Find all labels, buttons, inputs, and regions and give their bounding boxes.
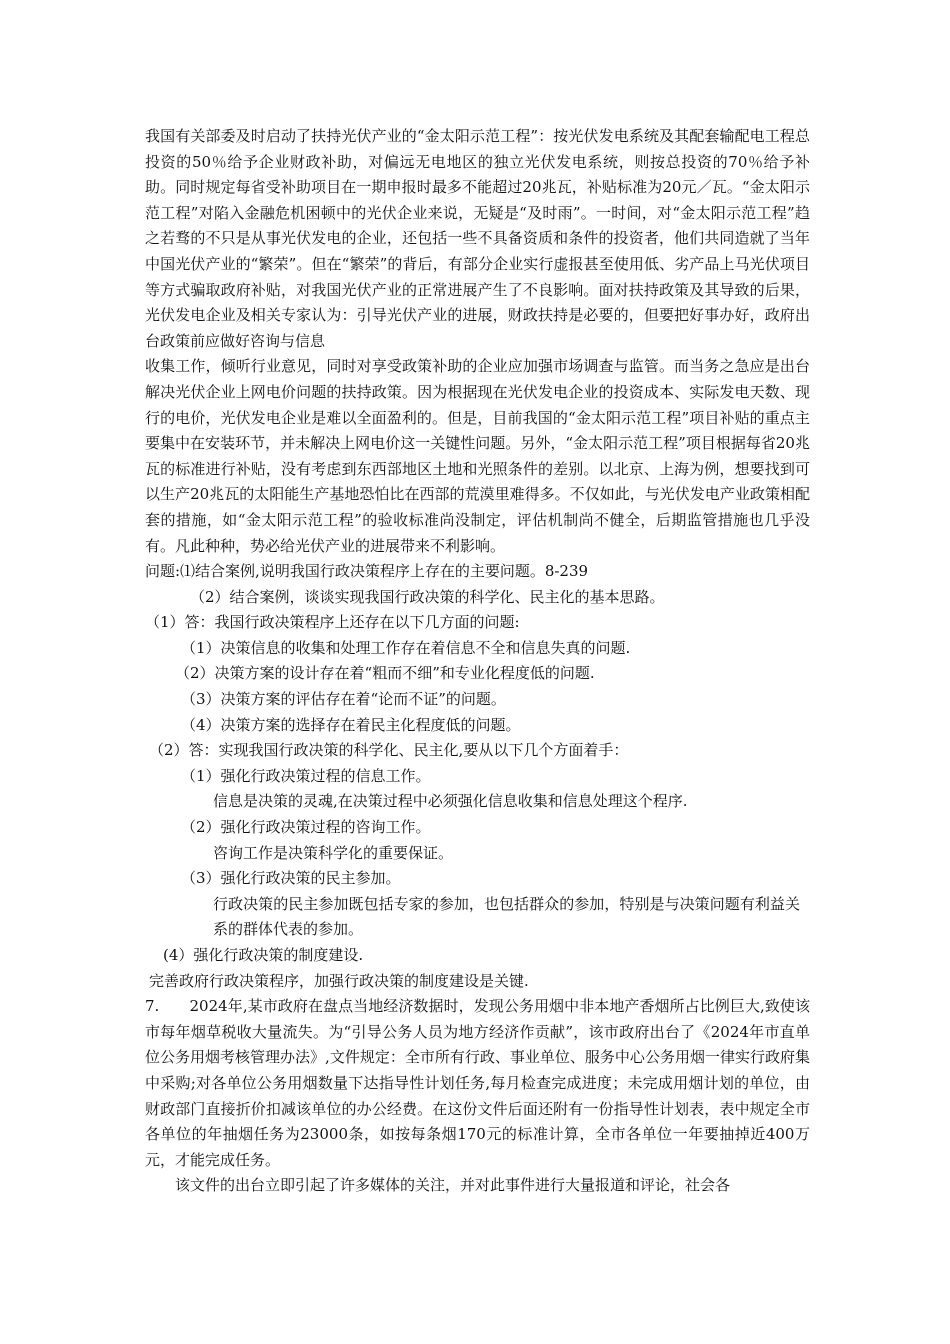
case-7-paragraph-2: 该文件的出台立即引起了许多媒体的关注，并对此事件进行大量报道和评论，社会各 xyxy=(175,1176,731,1195)
case-paragraph-1: 我国有关部委及时启动了扶持光伏产业的“金太阳示范工程”：按光伏发电系统及其配套输配电工程总投资的50％给予企业财政补助，对偏远无电地区的独立光伏发电系统，则按总投资的70％给予补助。同时规定每省受补助项目在一期申报时最多不能超过20兆瓦，补贴标准为20元／瓦。“金太阳示范工程”对陷入金融危机困顿中的光伏企业来说，无疑是“及时雨”。一时间，对“金太阳示范工程”趋之若骛的不只是从事光伏发电的企业，还包括一些不具备资质和条件的投资者，他们共同造就了当年中国光伏产业的“繁荣”。但在“繁荣”的背后，有部分企业实行虚报甚至使用低、劣产品上马光伏项目等方式骗取政府补贴，对我国光伏产业的正常进展产生了不良影响。面对扶持政策及其导致的后果，光伏发电企业及相关专家认为：引导光伏产业的进展，财政扶持是必要的，但要把好事办好，政府出台政策前应做好咨询与信息 xyxy=(145,127,810,350)
answer-1-item: （4）决策方案的选择存在着民主化程度低的问题。 xyxy=(181,715,521,734)
document-page xyxy=(145,124,810,1199)
answer-2-heading-3: （3）强化行政决策的民主参加。 xyxy=(181,869,401,888)
answer-2-heading-2: （2）强化行政决策过程的咨询工作。 xyxy=(181,818,431,837)
answer-2-intro: （2）答：实现我国行政决策的科学化、民主化,要从以下几个方面着手： xyxy=(149,741,629,760)
case-paragraph-2: 收集工作，倾听行业意见，同时对享受政策补助的企业应加强市场调查与监管。而当务之急应是出台解决光伏企业上网电价问题的扶持政策。因为根据现在光伏发电企业的投资成本、实际发电天数、现行的电价，光伏发电企业是难以全面盈利的。但是，目前我国的“金太阳示范工程”项目补贴的重点主要集中在安装环节，并未解决上网电价这一关键性问题。另外，“金太阳示范工程”项目根据每省20兆瓦的标准进行补贴，没有考虑到东西部地区土地和光照条件的差别。以北京、上海为例，想要找到可以生产20兆瓦的太阳能生产基地恐怕比在西部的荒漠里难得多。不仅如此，与光伏发电产业政策相配套的措施，如“金太阳示范工程”的验收标准尚没制定，评估机制尚不健全，后期监管措施也几乎没有。凡此种种，势必给光伏产业的进展带来不利影响。 xyxy=(145,357,810,555)
question-2: （2）结合案例，谈谈实现我国行政决策的科学化、民主化的基本思路。 xyxy=(190,587,665,606)
answer-1-intro: （1）答：我国行政决策程序上还存在以下几方面的问题: xyxy=(145,613,520,632)
answer-1-item: （2）决策方案的设计存在着“粗而不细”和专业化程度低的问题. xyxy=(175,664,595,683)
answer-2-detail-4: 完善政府行政决策程序，加强行政决策的制度建设是关键. xyxy=(149,971,529,990)
answer-1-item: （3）决策方案的评估存在着“论而不证”的问题。 xyxy=(181,690,506,709)
answer-2-heading-1: （1）强化行政决策过程的信息工作。 xyxy=(181,766,431,785)
answer-1-item: （1）决策信息的收集和处理工作存在着信息不全和信息失真的问题. xyxy=(181,638,631,657)
answer-2-detail-3: 行政决策的民主参加既包括专家的参加，也包括群众的参加，特别是与决策问题有利益关系的群体代表的参加。 xyxy=(213,894,800,939)
question-1: 问题:⑴结合案例,说明我国行政决策程序上存在的主要问题。8-239 xyxy=(145,562,589,581)
answer-2-detail-1: 信息是决策的灵魂,在决策过程中必须强化信息收集和信息处理这个程序. xyxy=(213,792,688,811)
answer-2-detail-2: 咨询工作是决策科学化的重要保证。 xyxy=(213,843,454,862)
case-7-paragraph-1: 7. 2024年,某市政府在盘点当地经济数据时，发现公务用烟中非本地产香烟所占比例巨大,致使该市每年烟草税收大量流失。为“引导公务人员为地方经济作贡献”，该市政府出台了《2024年市直单位公务用烟考核管理办法》,文件规定：全市所有行政、事业单位、服务中心公务用烟一律实行政府集中采购;对各单位公务用烟数量下达指导性计划任务,每月检查完成进度；未完成用烟计划的单位，由财政部门直接折价扣减该单位的办公经费。在这份文件后面还附有一份指导性计划表，表中规定全市各单位的年抽烟任务为23000条，如按每条烟170元的标准计算，全市各单位一年要抽掉近400万元，才能完成任务。 xyxy=(145,997,810,1169)
answer-2-heading-4: (4）强化行政决策的制度建设. xyxy=(163,946,364,964)
